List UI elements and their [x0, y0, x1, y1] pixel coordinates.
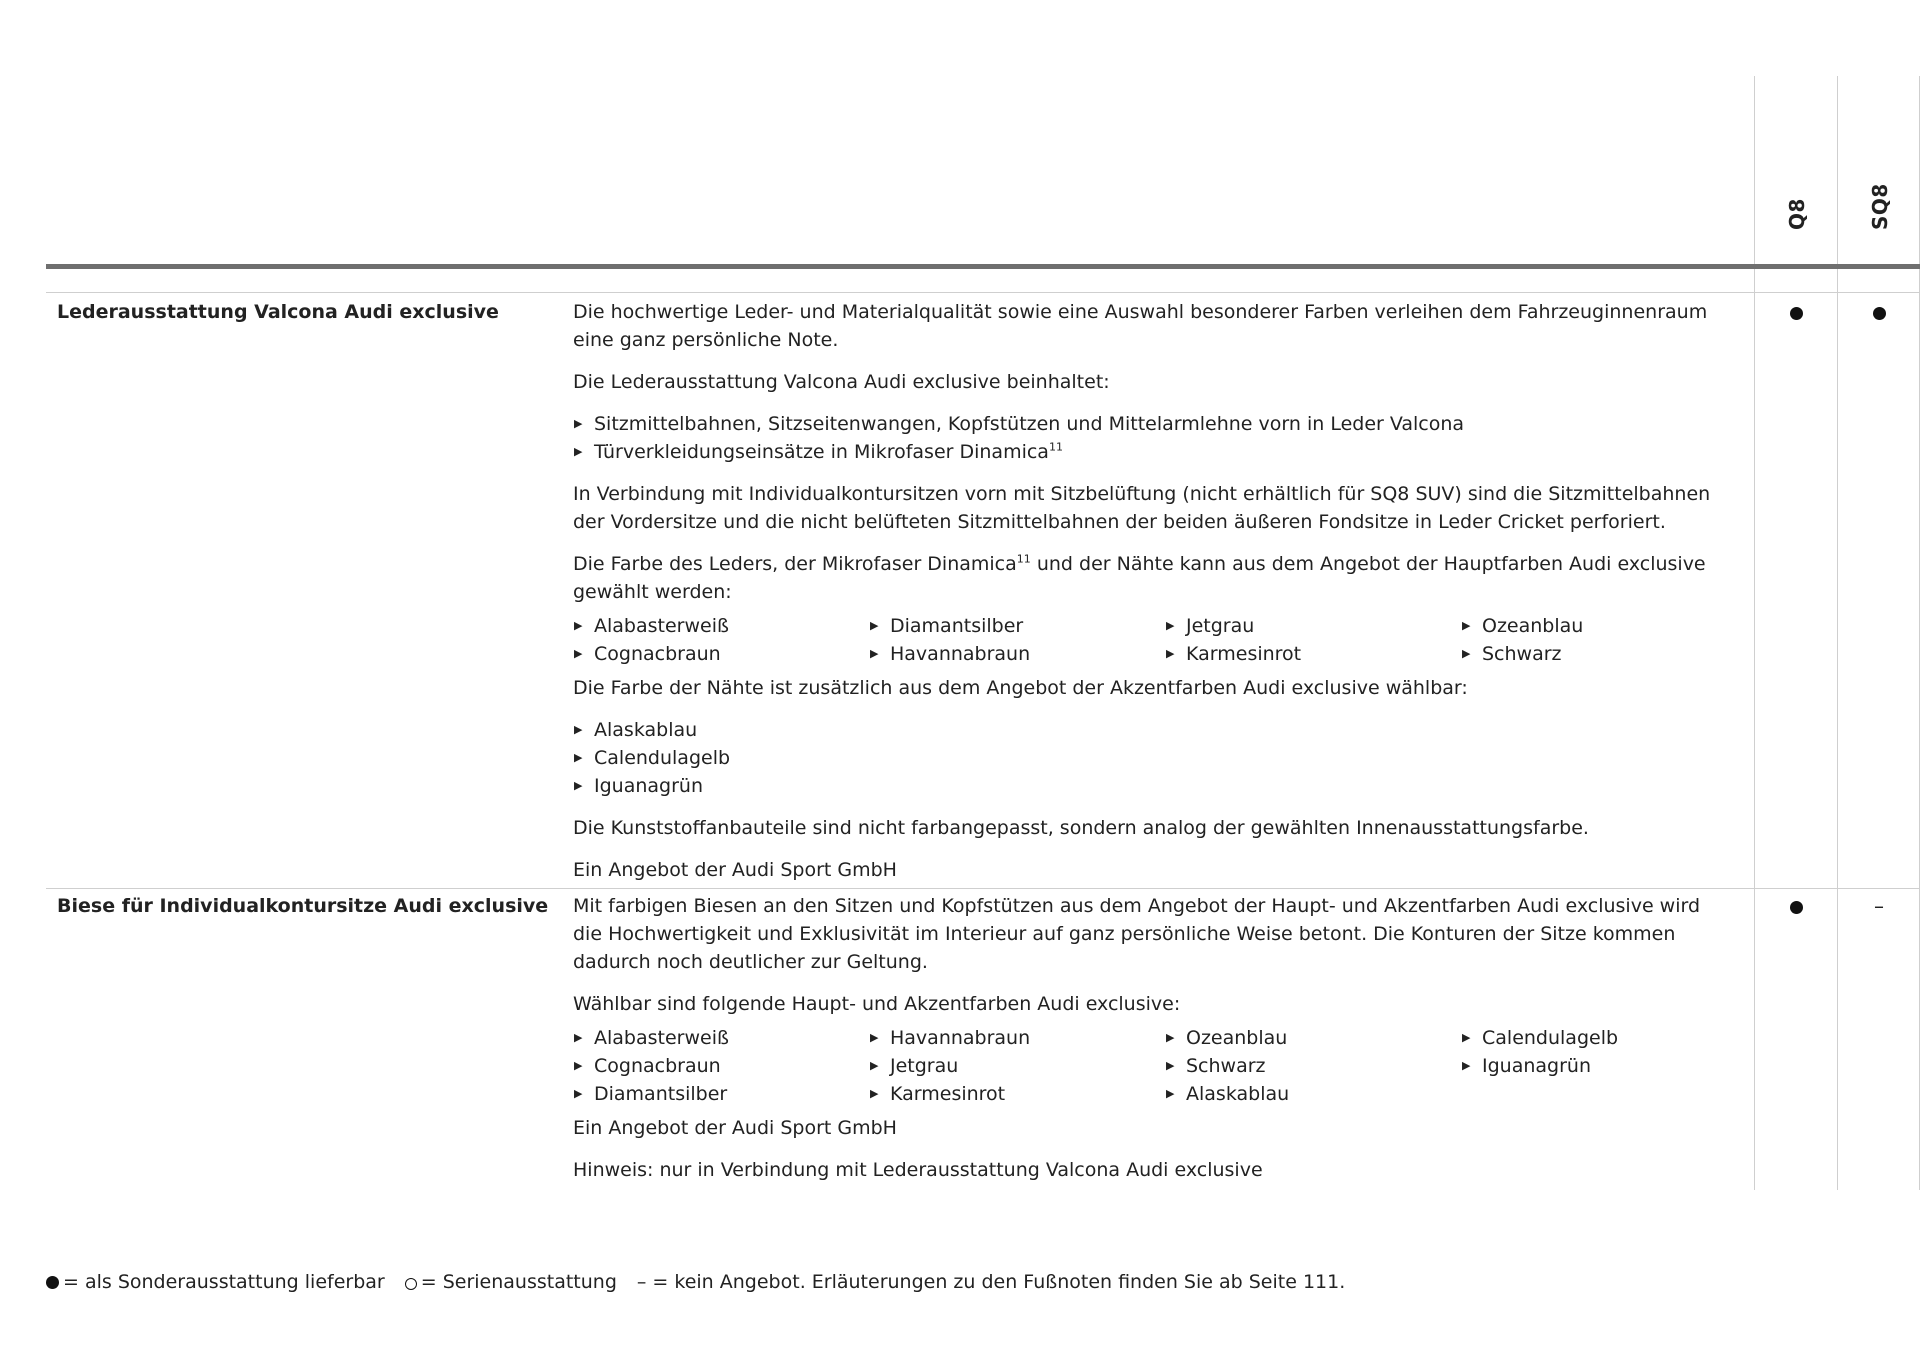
- list-item: ▶ Calendulagelb: [573, 744, 1733, 772]
- paragraph: Die Lederausstattung Valcona Audi exclusive beinhaltet:: [573, 371, 1110, 393]
- paragraph: Wählbar sind folgende Haupt- und Akzentfarben Audi exclusive:: [573, 993, 1181, 1015]
- row-description-lederausstattung: [573, 298, 1733, 898]
- row-divider: [46, 888, 1920, 889]
- not-available-dash: –: [1874, 894, 1884, 918]
- paragraph: Ein Angebot der Audi Sport GmbH: [573, 1117, 897, 1139]
- legend-standard: = Serienausstattung: [420, 1271, 617, 1293]
- list-item: ▶ Iguanagrün: [1461, 1052, 1757, 1080]
- list-item: ▶ Alaskablau: [573, 716, 1733, 744]
- list-item: ▶ Cognacbraun: [573, 640, 869, 668]
- column-header-q8: [1755, 0, 1837, 260]
- legend-optional: = als Sonderausstattung lieferbar: [63, 1271, 385, 1293]
- paragraph: Die Farbe des Leders, der Mikrofaser Dinamica$^{11}$ und der Nähte kann aus dem Angebot der Hauptfarben Audi exclusive gewählt werden:: [573, 552, 1706, 603]
- main-color-list: [573, 612, 1733, 668]
- optional-dot-icon: [46, 1276, 59, 1289]
- standard-circle-icon: [405, 1278, 417, 1290]
- row-divider: [46, 292, 1920, 293]
- list-item: ▶ Jetgrau: [869, 1052, 1165, 1080]
- list-item: ▶ Alabasterweiß: [573, 612, 869, 640]
- list-item: ▶ Havannabraun: [869, 640, 1165, 668]
- row-title-biese: Biese für Individualkontursitze Audi exclusive: [57, 895, 549, 917]
- paragraph: Die Kunststoffanbauteile sind nicht farbangepasst, sondern analog der gewählten Innenausstattungsfarbe.: [573, 817, 1589, 839]
- list-item: ▶ Calendulagelb: [1461, 1024, 1757, 1052]
- color-list: [573, 1024, 1733, 1108]
- list-item: ▶ Diamantsilber: [573, 1080, 869, 1108]
- list-item: ▶ Karmesinrot: [1165, 640, 1461, 668]
- list-item: ▶ Ozeanblau: [1165, 1024, 1461, 1052]
- availability-sq8: [1838, 298, 1920, 326]
- paragraph: In Verbindung mit Individualkontursitzen vorn mit Sitzbelüftung (nicht erhältlich für SQ8 SUV) sind die Sitzmittelbahnen der Vordersitze und die nicht belüfteten Sitzmittelbahnen der beiden äußeren Fondsitze in Leder Cricket perforiert.: [573, 483, 1711, 533]
- list-item: ▶ Iguanagrün: [573, 772, 1733, 800]
- list-item: ▶ Türverkleidungseinsätze in Mikrofaser Dinamica$^{11}$: [573, 438, 1733, 466]
- list-item: ▶ Jetgrau: [1165, 612, 1461, 640]
- list-item: ▶ Diamantsilber: [869, 612, 1165, 640]
- legend: [46, 1268, 1345, 1296]
- list-item: ▶ Ozeanblau: [1461, 612, 1757, 640]
- paragraph: Ein Angebot der Audi Sport GmbH: [573, 859, 897, 881]
- row-title-lederausstattung: Lederausstattung Valcona Audi exclusive: [57, 301, 499, 323]
- column-header-sq8: [1838, 0, 1920, 260]
- row-description-biese: [573, 892, 1733, 1198]
- column-header-label: SQ8: [1868, 183, 1892, 230]
- footnote-ref: 11: [1048, 440, 1063, 454]
- list-item: ▶ Schwarz: [1165, 1052, 1461, 1080]
- list-item: ▶ Sitzmittelbahnen, Sitzseitenwangen, Kopfstützen und Mittelarmlehne vorn in Leder Valcona: [573, 410, 1733, 438]
- list-item: ▶ Alabasterweiß: [573, 1024, 869, 1052]
- optional-dot-icon: [1790, 901, 1803, 914]
- list-item: ▶ Alaskablau: [1165, 1080, 1461, 1108]
- paragraph: Die hochwertige Leder- und Materialqualität sowie eine Auswahl besonderer Farben verleihen dem Fahrzeuginnenraum eine ganz persönliche Note.: [573, 301, 1708, 351]
- list-item: ▶ Havannabraun: [869, 1024, 1165, 1052]
- footnote-ref: 11: [1016, 552, 1031, 566]
- accent-color-list: [573, 716, 1733, 800]
- legend-none: – = kein Angebot. Erläuterungen zu den Fußnoten finden Sie ab Seite 111.: [636, 1271, 1346, 1293]
- optional-dot-icon: [1873, 307, 1886, 320]
- column-header-label: Q8: [1785, 198, 1809, 230]
- availability-q8: [1755, 892, 1837, 920]
- paragraph: Die Farbe der Nähte ist zusätzlich aus dem Angebot der Akzentfarben Audi exclusive wählbar:: [573, 677, 1468, 699]
- list-item: ▶ Cognacbraun: [573, 1052, 869, 1080]
- list-item: ▶ Schwarz: [1461, 640, 1757, 668]
- list-item: ▶ Karmesinrot: [869, 1080, 1165, 1108]
- paragraph: Hinweis: nur in Verbindung mit Lederausstattung Valcona Audi exclusive: [573, 1159, 1263, 1181]
- availability-sq8: [1838, 892, 1920, 920]
- header-rule: [46, 264, 1920, 269]
- optional-dot-icon: [1790, 307, 1803, 320]
- included-list: [573, 410, 1733, 466]
- paragraph: Mit farbigen Biesen an den Sitzen und Kopfstützen aus dem Angebot der Haupt- und Akzentfarben Audi exclusive wird die Hochwertigkeit und Exklusivität im Interieur auf ganz persönliche Weise betont. Die Konturen der Sitze kommen dadurch noch deutlicher zur Geltung.: [573, 895, 1701, 973]
- availability-q8: [1755, 298, 1837, 326]
